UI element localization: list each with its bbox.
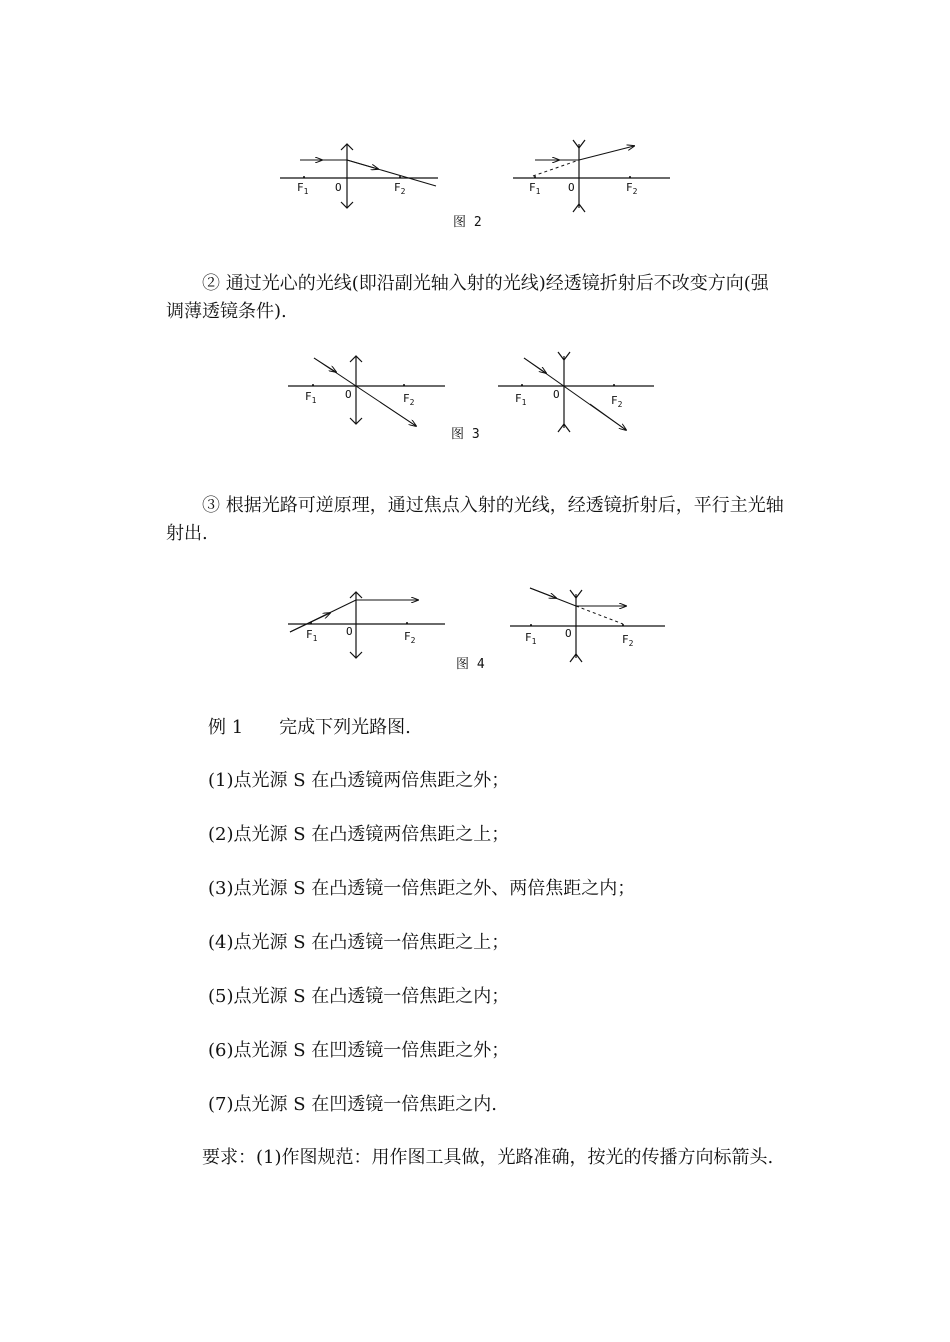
list-item: (2)点光源 S 在凸透镜两倍焦距之上； [208, 824, 510, 845]
svg-text:图 4: 图 4 [456, 657, 485, 672]
figure-2 [270, 140, 680, 235]
figure-3 [270, 352, 680, 447]
figure-4-diagram [270, 584, 680, 674]
figure-4 [270, 584, 680, 674]
svg-text:F2: $F_2$ [403, 392, 415, 407]
paragraph-rule-2: ② 通过光心的光线(即沿副光轴入射的光线)经透镜折射后不改变方向(强调薄透镜条件). [166, 273, 769, 322]
list-item: (6)点光源 S 在凹透镜一倍焦距之外； [208, 1040, 510, 1061]
example-title: 例 1 完成下列光路图. [208, 717, 411, 738]
paragraph-rule-3: ③ 根据光路可逆原理，通过焦点入射的光线，经透镜折射后，平行主光轴射出. [166, 495, 784, 544]
list-item: (5)点光源 S 在凸透镜一倍焦距之内； [208, 986, 510, 1007]
figure-2-diagram [270, 140, 680, 235]
list-item: (1)点光源 S 在凸透镜两倍焦距之外； [208, 770, 510, 791]
optical-center-label: O [335, 181, 342, 194]
figure-caption: 图 2 [453, 215, 482, 230]
list-item: (4)点光源 S 在凸透镜一倍焦距之上； [208, 932, 510, 953]
svg-text:O: O [565, 627, 572, 640]
focal-label: F [297, 181, 304, 194]
svg-text:O: O [346, 625, 353, 638]
figure-3-diagram [270, 352, 680, 447]
list-item: (7)点光源 S 在凹透镜一倍焦距之内. [208, 1094, 497, 1115]
list-item: (3)点光源 S 在凸透镜一倍焦距之外、两倍焦距之内； [208, 878, 636, 899]
requirement-paragraph: 要求：(1)作图规范：用作图工具做，光路准确，按光的传播方向标箭头. [202, 1147, 774, 1168]
svg-text:F1: $F_1$ [297, 181, 309, 196]
svg-text:O: O [345, 388, 352, 401]
svg-text:F2: $F_2$ [394, 181, 406, 196]
svg-text:F1: $F_1$ [515, 392, 527, 407]
svg-text:F1: $F_1$ [525, 631, 537, 646]
svg-text:F1: $F_1$ [306, 628, 318, 643]
svg-text:图 3: 图 3 [451, 427, 480, 442]
svg-text:F2: $F_2$ [611, 394, 623, 409]
svg-text:F2: $F_2$ [622, 633, 634, 648]
svg-text:F2: $F_2$ [404, 630, 416, 645]
virtual-ray [533, 160, 579, 176]
svg-text:F2: $F_2$ [626, 181, 638, 196]
svg-text:O: O [568, 181, 575, 194]
svg-text:O: O [553, 388, 560, 401]
svg-text:F1: $F_1$ [305, 390, 317, 405]
svg-text:F1: $F_1$ [529, 181, 541, 196]
